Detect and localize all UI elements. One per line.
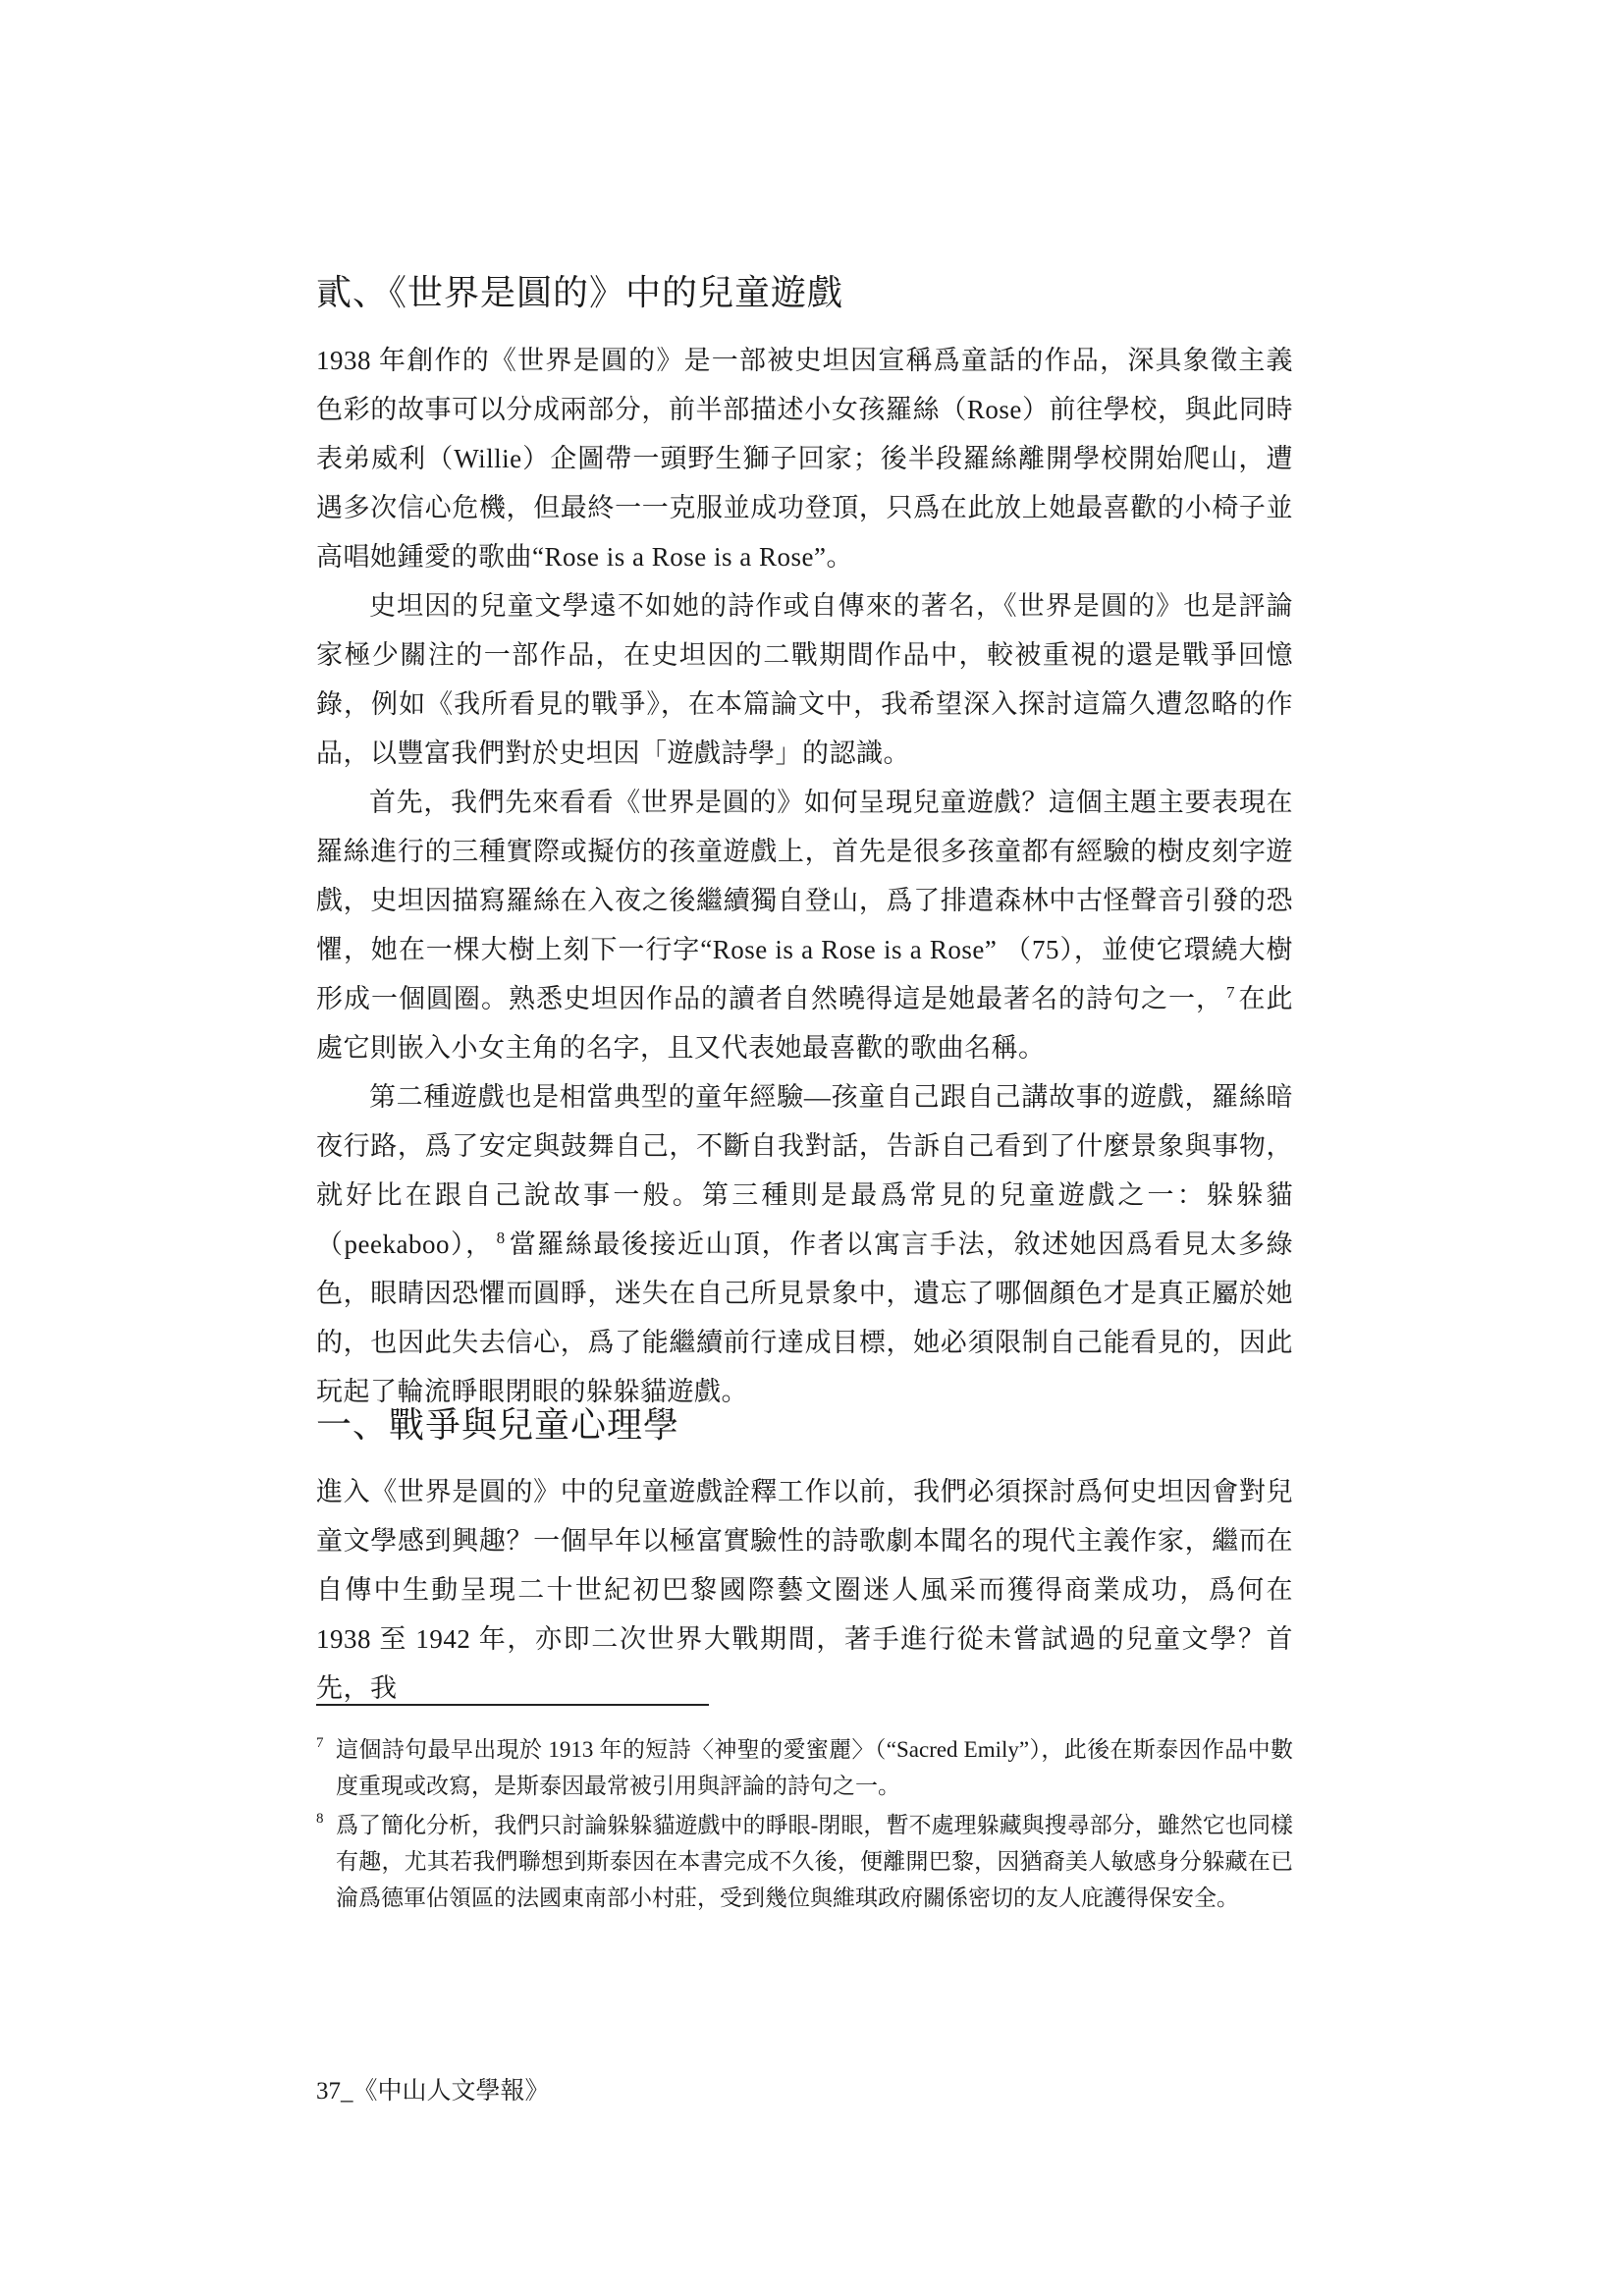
footnote-reference[interactable]: 8 — [496, 1229, 506, 1247]
subsection-body — [316, 1467, 1293, 1713]
paragraph — [316, 778, 1293, 1072]
paragraph: 1938 年創作的《世界是圓的》是一部被史坦因宣稱爲童話的作品，深具象徵主義色彩的故事可以分成兩部分，前半部描述小女孩羅絲（Rose）前往學校，與此同時表弟威利（Willie）企圖帶一頭野生獅子回家；後半段羅絲離開學校開始爬山，遭遇多次信心危機，但最終一一克服並成功登頂，只爲在此放上她最喜歡的小椅子並高唱她鍾愛的歌曲“Rose is a Rose is a Rose”。 — [316, 346, 1293, 572]
subsection-title: 一、戰爭與兒童心理學 — [316, 1405, 680, 1445]
section-title: 貳、《世界是圓的》中的兒童遊戲 — [316, 273, 844, 312]
footnote — [316, 1731, 1293, 1804]
section-body — [316, 336, 1293, 1416]
paragraph-text: 首先，我們先來看看《世界是圓的》如何呈現兒童遊戲？這個主題主要表現在羅絲進行的三種實際或擬仿的孩童遊戲上，首先是很多孩童都有經驗的樹皮刻字遊戲，史坦因描寫羅絲在入夜之後繼續獨自登山，爲了排遣森林中古怪聲音引發的恐懼，她在一棵大樹上刻下一行字“Rose is a Rose is a Rose” （75），並使它環繞大樹形成一個圓圈。熟悉史坦因作品的讀者自然曉得這是她最著名的詩句之一， — [316, 788, 1293, 1013]
footnote-text: 爲了簡化分析，我們只討論躲躲貓遊戲中的睜眼-閉眼，暫不處理躲藏與搜尋部分，雖然它也同樣有趣，尤其若我們聯想到斯泰因在本書完成不久後，便離開巴黎，因猶裔美人敏感身分躲藏在已淪爲德軍佔領區的法國東南部小村莊，受到幾位與維琪政府關係密切的友人庇護得保安全。 — [336, 1813, 1293, 1910]
paragraph-text: 第二種遊戲也是相當典型的童年經驗—孩童自己跟自己講故事的遊戲，羅絲暗夜行路，爲了安定與鼓舞自己，不斷自我對話，告訴自己看到了什麼景象與事物，就好比在跟自己說故事一般。第三種則是最爲常見的兒童遊戲之一：躲躲貓（peekaboo）， — [316, 1082, 1293, 1259]
footnote-text: 這個詩句最早出現於 1913 年的短詩〈神聖的愛蜜麗〉（“Sacred Emily”），此後在斯泰因作品中數度重現或改寫，是斯泰因最常被引用與評論的詩句之一。 — [336, 1737, 1293, 1798]
footnote-reference[interactable]: 7 — [1226, 983, 1235, 1002]
footnote — [316, 1807, 1293, 1916]
footnote-number: 8 — [316, 1811, 324, 1827]
paragraph-text: 當羅絲最後接近山頂，作者以寓言手法，敘述她因爲看見太多綠色，眼睛因恐懼而圓睜，迷失在自己所見景象中，遺忘了哪個顏色才是真正屬於她的，也因此失去信心，爲了能繼續前行達成目標，她必須限制自己能看見的，因此玩起了輪流睜眼閉眼的躲躲貓遊戲。 — [316, 1230, 1294, 1406]
footnote-number: 7 — [316, 1735, 324, 1751]
footnote-divider — [316, 1704, 709, 1706]
page-footer: 37_《中山人文學報》 — [316, 2078, 550, 2105]
footnotes — [316, 1731, 1293, 1919]
paragraph-text: 在此處它則嵌入小女主角的名字，且又代表她最喜歡的歌曲名稱。 — [316, 984, 1293, 1063]
paragraph — [316, 1072, 1293, 1416]
paragraph: 史坦因的兒童文學遠不如她的詩作或自傳來的著名，《世界是圓的》也是評論家極少關注的一部作品，在史坦因的二戰期間作品中，較被重視的還是戰爭回憶錄，例如《我所看見的戰爭》，在本篇論文中，我希望深入探討這篇久遭忽略的作品，以豐富我們對於史坦因「遊戲詩學」的認識。 — [316, 591, 1293, 768]
paragraph: 進入《世界是圓的》中的兒童遊戲詮釋工作以前，我們必須探討爲何史坦因會對兒童文學感到興趣？一個早年以極富實驗性的詩歌劇本聞名的現代主義作家，繼而在自傳中生動呈現二十世紀初巴黎國際藝文圈迷人風采而獲得商業成功，爲何在 1938 至 1942 年，亦即二次世界大戰期間，著手進行從未嘗試過的兒童文學？首先，我 — [316, 1477, 1293, 1703]
